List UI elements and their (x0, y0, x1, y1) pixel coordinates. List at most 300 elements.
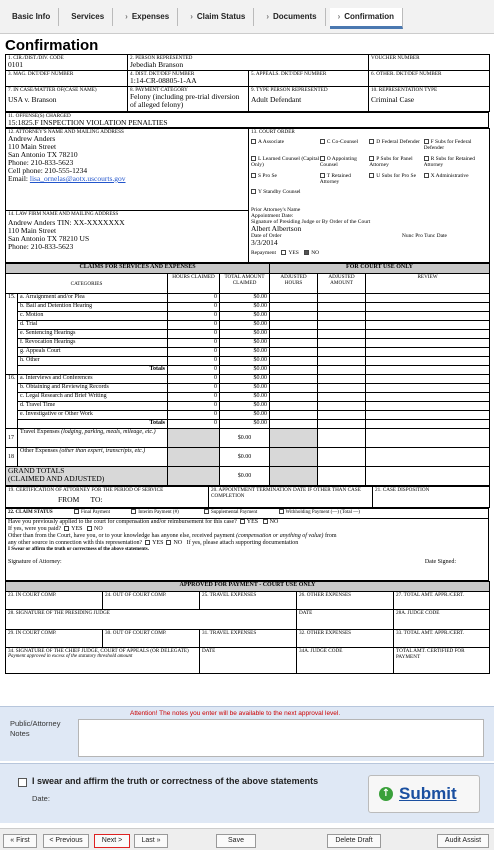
representation-type-cell (369, 87, 490, 112)
cja-voucher-form (5, 38, 489, 674)
court-order-option-u-label: U Subs for Pro Se (376, 173, 417, 179)
grand-adj-hours-disabled (270, 467, 318, 486)
attorney-email-prefix: Email: (8, 174, 30, 183)
hours-claimed: 0 (168, 321, 220, 330)
table-row: c. Motion (18, 312, 168, 321)
notes-textarea[interactable] (78, 719, 484, 757)
court-order-option-t (320, 173, 370, 189)
court-use-band: FOR COURT USE ONLY (270, 264, 490, 274)
checkbox-icon (251, 139, 256, 144)
other-expenses-note: (other than expert, transcripts, etc.) (59, 448, 146, 454)
attorney-street: 110 Main Street (8, 142, 57, 151)
travel-expenses-label: Travel Expenses (20, 429, 60, 435)
checkbox-icon (166, 540, 171, 545)
payment-category-cell (128, 87, 249, 112)
case-disposition-cell (373, 487, 490, 508)
answer-no: NO (173, 540, 183, 546)
court-order-option-p-label: P Subs for Panel Attorney (369, 156, 413, 168)
adjusted-hours (270, 366, 318, 375)
court-order-option-d-label: D Federal Defender (376, 139, 420, 145)
review (366, 375, 490, 384)
adjusted-amount (318, 393, 366, 402)
judge-code-label: 28A. JUDGE CODE (396, 610, 440, 616)
hours-claimed: 0 (168, 384, 220, 393)
tab-confirmation-label: Confirmation (344, 12, 395, 21)
attorney-name: Andrew Anders (8, 134, 56, 143)
approved-cell (103, 630, 200, 648)
hours-claimed: 0 (168, 411, 220, 420)
amount-claimed: $0.00 (220, 312, 270, 321)
hours-claimed: 0 (168, 357, 220, 366)
tab-claim-status[interactable] (182, 8, 254, 26)
attorney-label: 12. ATTORNEY'S NAME AND MAILING ADDRESS (8, 129, 124, 135)
case-name-label: 7. IN CASE/MATTER OF(CASE NAME) (8, 87, 97, 93)
signature-judge-label: Signature of Presiding Judge or By Order of the Court (251, 219, 371, 225)
categories-header-label: CATEGORIES (70, 280, 103, 287)
table-row: e. Sentencing Hearings (18, 330, 168, 339)
law-firm-phone: Phone: 210-833-5623 (8, 242, 74, 251)
adjusted-amount (318, 402, 366, 411)
grand-totals-label: GRAND TOTALS (8, 466, 65, 475)
tab-documents[interactable] (258, 8, 325, 26)
approved-cell (394, 610, 490, 630)
in-court-total-hours: 0 (168, 366, 220, 375)
review (366, 348, 490, 357)
other-dkt-cell (369, 71, 490, 87)
checkbox-icon (87, 526, 92, 531)
submit-button[interactable] (368, 775, 480, 813)
repayment-no: NO (311, 250, 320, 256)
court-order-option-y-label: Y Standby Counsel (258, 189, 301, 195)
checkbox-icon (320, 156, 325, 161)
out-court-total-hours: 0 (168, 420, 220, 429)
claim-status-withholding: Withholding Payment (—) (Total —) (285, 510, 360, 515)
previous-button[interactable]: < Previous (43, 834, 89, 848)
attorney-email-link[interactable]: lisa_ornelas@aotx.uscourts.gov (29, 174, 126, 183)
review (366, 402, 490, 411)
tab-services[interactable]: Services (63, 8, 113, 26)
adjusted-hours-header-label: ADJUSTED HOURS (280, 274, 307, 286)
person-represented-label: 2. PERSON REPRESENTED (130, 55, 193, 61)
table-row: h. Other (18, 357, 168, 366)
court-order-option-r-label: R Subs for Retained Attorney (423, 156, 476, 168)
court-order-options (251, 139, 487, 201)
checkbox-icon (251, 173, 256, 178)
approved-cell (6, 630, 103, 648)
approved-cell (297, 648, 394, 674)
approved-cell (394, 648, 490, 674)
travel-adj-hours-disabled (270, 429, 318, 448)
claim-status-supplemental: Supplemental Payment (211, 510, 258, 515)
approved-cell (394, 630, 490, 648)
law-firm-name: Andrew Anders TIN: XX-XXXXXXX (8, 218, 125, 227)
case-name-value: USA v. Branson (8, 95, 57, 104)
grand-totals-cell (6, 467, 168, 486)
adjusted-amount (318, 420, 366, 429)
chevron-right-icon: › (266, 12, 269, 21)
review (366, 384, 490, 393)
review (366, 448, 490, 467)
answer-no: NO (94, 526, 103, 532)
court-order-option-s-label: S Pro Se (258, 173, 277, 179)
checkbox-icon (424, 139, 429, 144)
tab-expenses-label: Expenses (131, 12, 170, 21)
checkbox-checked-icon (304, 250, 309, 255)
next-button[interactable]: Next > (94, 834, 130, 848)
cir-code-value: 0101 (8, 60, 23, 69)
amount-claimed: $0.00 (220, 357, 270, 366)
date-of-order-label: Date of Order (251, 233, 282, 239)
court-order-option-t-label: T Retained Attorney (319, 173, 351, 185)
court-order-option-f (424, 139, 487, 156)
chevron-right-icon: › (125, 12, 128, 21)
out-court-comp-label: 24. OUT OF COURT COMP. (105, 592, 167, 598)
court-order-option-x (424, 173, 487, 189)
claim-questions-cell (6, 519, 489, 581)
attorney-cell (6, 129, 249, 211)
question-paid (8, 526, 486, 533)
chief-judge-signature-label: 34. SIGNATURE OF THE CHIEF JUDGE, COURT OF APPEALS (OR DELEGATE) (8, 648, 189, 654)
other-expenses-2-label: 32. OTHER EXPENSES (299, 630, 352, 636)
affirm-date-label: Date: (32, 794, 50, 803)
table-row: d. Travel Time (18, 402, 168, 411)
certification-table (5, 486, 490, 508)
amount-claimed: $0.00 (220, 294, 270, 303)
court-order-option-o (320, 156, 370, 173)
court-order-option-o-label: O Appointing Counsel (319, 156, 357, 168)
travel-expenses-note: (lodging, parking, meals, mileage, etc.) (61, 429, 156, 435)
in-court-number: 15. (6, 294, 18, 375)
question-previous-applied-text: Have you previously applied to the court for compensation and/or reimbursement for this case? (8, 519, 237, 525)
repayment-label: Repayment (251, 250, 277, 256)
certification-label: 19. CERTIFICATION OF ATTORNEY FOR THE PERIOD OF SERVICE (8, 487, 164, 493)
table-row: f. Revocation Hearings (18, 339, 168, 348)
adjusted-amount (318, 348, 366, 357)
question-other-payment-from: from (324, 533, 337, 539)
signature-row (8, 559, 486, 566)
approved-cell (200, 592, 297, 610)
table-row: c. Legal Research and Brief Writing (18, 393, 168, 402)
case-name-cell (6, 87, 128, 112)
adjusted-hours (270, 375, 318, 384)
court-order-option-l (251, 156, 320, 173)
review (366, 321, 490, 330)
question-other-payment-note: (compensation or anything of value) (236, 533, 324, 539)
question-other-source (8, 540, 486, 547)
attorney-cell-phone: Cell phone: 210-555-1234 (8, 166, 88, 175)
certification-cell (6, 487, 209, 508)
type-person-label: 9. TYPE PERSON REPRESENTED (251, 87, 328, 93)
appointment-date-label: Appointment Date: (251, 213, 294, 219)
offense-label: 11. OFFENSE(S) CHARGED (8, 113, 71, 119)
total-claimed-header-label: TOTAL AMOUNT CLAIMED (224, 274, 265, 286)
review (366, 357, 490, 366)
hours-claimed: 0 (168, 402, 220, 411)
adjusted-amount (318, 429, 366, 448)
type-person-value: Adult Defendant (251, 95, 302, 104)
adjusted-amount (318, 339, 366, 348)
question-other-payment (8, 533, 486, 540)
adjusted-amount-header (318, 274, 366, 294)
law-firm-cell (6, 211, 249, 263)
date-label: DATE (299, 610, 313, 616)
claim-status-label: 22. CLAIM STATUS (8, 510, 53, 515)
other-number: 18 (6, 448, 18, 467)
court-order-option-r (424, 156, 487, 173)
table-row: b. Obtaining and Reviewing Records (18, 384, 168, 393)
header-fields-table (5, 54, 490, 112)
mag-dkt-cell (6, 71, 128, 87)
review (366, 339, 490, 348)
question-other-source-text: any other source in connection with this representation? (8, 540, 143, 546)
adjusted-amount (318, 330, 366, 339)
adjusted-hours (270, 384, 318, 393)
court-order-option-u (369, 173, 423, 189)
travel-number: 17 (6, 429, 18, 448)
review (366, 303, 490, 312)
amount-claimed: $0.00 (220, 330, 270, 339)
affirm-checkbox[interactable] (18, 778, 27, 787)
presiding-judge-signature-label: 28. SIGNATURE OF THE PRESIDING JUDGE (8, 610, 110, 616)
voucher-number-cell (369, 55, 490, 71)
claims-table (5, 263, 490, 486)
answer-no: NO (269, 519, 279, 525)
out-court-totals-label: Totals (18, 420, 168, 429)
other-dkt-label: 6. OTHER. DKT/DEF NUMBER (371, 71, 442, 77)
approved-cell (103, 592, 200, 610)
law-firm-label: 14. LAW FIRM NAME AND MAILING ADDRESS (8, 211, 119, 217)
adjusted-amount (318, 411, 366, 420)
court-order-option-a (251, 139, 320, 156)
checkbox-icon (279, 509, 284, 514)
tab-expenses[interactable] (117, 8, 178, 26)
hours-claimed: 0 (168, 312, 220, 321)
hours-claimed: 0 (168, 348, 220, 357)
notes-label: Public/Attorney Notes (10, 719, 61, 738)
review (366, 420, 490, 429)
other-adj-hours-disabled (270, 448, 318, 467)
termination-date-label: 20. APPOINTMENT TERMINATION DATE IF OTHER THAN CASE COMPLETION (211, 487, 361, 499)
last-button[interactable]: Last » (134, 834, 168, 848)
repayment-row (251, 250, 487, 256)
judge-name: Albert Albertson (251, 224, 302, 233)
in-court-comp-2-label: 29. IN COURT COMP. (8, 630, 57, 636)
amount-claimed: $0.00 (220, 348, 270, 357)
question-attach-note: If yes, please attach supporting documentation (186, 540, 299, 546)
review (366, 312, 490, 321)
review (366, 411, 490, 420)
approved-cell (297, 610, 394, 630)
prior-attorney-block (251, 207, 487, 256)
total-amt-label: 27. TOTAL AMT. APPR./CERT. (396, 592, 465, 598)
approved-payment-table (5, 581, 490, 674)
question-previous-applied (8, 519, 486, 526)
review-header-label: REVIEW (417, 274, 438, 280)
delete-draft-button[interactable]: Delete Draft (327, 834, 381, 848)
question-paid-text: If yes, were you paid? (8, 526, 62, 532)
person-represented-value: Jebediah Branson (130, 60, 184, 69)
submit-label: Submit (399, 784, 457, 803)
other-expenses-cell (18, 448, 168, 467)
affirm-section (0, 763, 494, 823)
amount-claimed: $0.00 (220, 375, 270, 384)
court-order-option-l-label: L Learned Counsel (Capital Only) (251, 156, 320, 168)
checkbox-icon (369, 156, 374, 161)
hours-claimed: 0 (168, 294, 220, 303)
offense-cell (6, 113, 489, 128)
review (366, 330, 490, 339)
tab-claim-status-label: Claim Status (196, 12, 246, 21)
checkbox-icon (251, 189, 256, 194)
categories-header (6, 274, 168, 294)
in-court-comp-label: 23. IN COURT COMP. (8, 592, 57, 598)
court-order-option-x-label: X Administrative (430, 173, 469, 179)
travel-amount: $0.00 (220, 429, 270, 448)
travel-hours-disabled (168, 429, 220, 448)
chevron-right-icon: › (337, 12, 341, 21)
certification-period (58, 496, 206, 504)
hours-claimed-header-label: HOURS CLAIMED (172, 274, 215, 280)
travel-expenses-2-label: 31. TRAVEL EXPENSES (202, 630, 257, 636)
adjusted-hours (270, 402, 318, 411)
amount-claimed: $0.00 (220, 339, 270, 348)
person-represented-cell (128, 55, 369, 71)
appeals-dkt-cell (249, 71, 369, 87)
in-court-total-amount: $0.00 (220, 366, 270, 375)
dist-dkt-label: 4. DIST. DKT/DEF NUMBER (130, 71, 195, 77)
in-court-totals-label: Totals (18, 366, 168, 375)
date-signed-label: Date Signed: (424, 559, 456, 565)
adjusted-amount (318, 294, 366, 303)
signature-attorney-label: Signature of Attorney: (8, 559, 62, 565)
adjusted-amount (318, 366, 366, 375)
approved-cell (297, 630, 394, 648)
attorney-email-line (8, 175, 246, 183)
tab-basic-info[interactable]: Basic Info (4, 8, 59, 26)
grand-totals-sublabel: (CLAIMED AND ADJUSTED) (8, 474, 105, 483)
cir-code-label: 1. CIR./DIST./DIV. CODE (8, 55, 64, 61)
approved-cell (297, 592, 394, 610)
claim-status-cell (6, 509, 489, 519)
adjusted-amount (318, 303, 366, 312)
amount-claimed: $0.00 (220, 303, 270, 312)
approved-cell (200, 630, 297, 648)
question-other-payment-text: Other than from the Court, have you, or to your knowledge has anyone else, received payment (8, 533, 235, 539)
table-row: a. Interviews and Conferences (18, 375, 168, 384)
checkbox-icon (74, 509, 79, 514)
adjusted-hours (270, 303, 318, 312)
adjusted-hours (270, 312, 318, 321)
out-court-total-amount: $0.00 (220, 420, 270, 429)
amount-claimed: $0.00 (220, 411, 270, 420)
tab-documents-label: Documents (273, 12, 317, 21)
affirm-label: I swear and affirm the truth or correctness of the above statements (32, 776, 319, 786)
tab-bar (0, 0, 494, 34)
bottom-nav-bar (0, 828, 494, 850)
first-button[interactable]: « First (3, 834, 37, 848)
checkbox-icon (64, 526, 69, 531)
termination-date-cell (209, 487, 373, 508)
checkbox-icon (263, 519, 268, 524)
hours-claimed: 0 (168, 330, 220, 339)
checkbox-icon (424, 173, 429, 178)
court-order-option-c (320, 139, 370, 156)
claim-status-table (5, 508, 489, 581)
adjusted-amount (318, 375, 366, 384)
prior-attorney-label: Prior Attorney's Name (251, 207, 301, 213)
save-button[interactable]: Save (216, 834, 256, 848)
notes-section (0, 706, 494, 761)
nunc-pro-tunc-label: Nunc Pro Tunc Date (401, 233, 447, 239)
amount-claimed: $0.00 (220, 402, 270, 411)
adjusted-amount (318, 357, 366, 366)
payment-category-label: 8. PAYMENT CATEGORY (130, 87, 188, 93)
adjusted-hours (270, 420, 318, 429)
table-row: e. Investigative or Other Work (18, 411, 168, 420)
total-certified-label: TOTAL AMT. CERTIFIED FOR PAYMENT (396, 648, 465, 660)
approved-cell (6, 610, 297, 630)
repayment-yes: YES (288, 250, 299, 256)
other-expenses-approved-label: 26. OTHER EXPENSES (299, 592, 352, 598)
certification-from: FROM (58, 495, 80, 504)
certification-to: TO: (90, 495, 103, 504)
adjusted-hours (270, 321, 318, 330)
checkbox-icon (240, 519, 245, 524)
out-court-comp-2-label: 30. OUT OF COURT COMP. (105, 630, 167, 636)
review (366, 294, 490, 303)
approved-cell (6, 648, 200, 674)
travel-expenses-approved-label: 25. TRAVEL EXPENSES (202, 592, 257, 598)
other-hours-disabled (168, 448, 220, 467)
approved-cell (394, 592, 490, 610)
checkbox-icon (320, 173, 325, 178)
checkbox-icon (369, 173, 374, 178)
adjusted-hours (270, 339, 318, 348)
court-order-option-p (369, 156, 423, 173)
hours-claimed: 0 (168, 339, 220, 348)
date-2-label: DATE (202, 648, 216, 654)
hours-claimed: 0 (168, 303, 220, 312)
checkbox-icon (369, 139, 374, 144)
checkbox-icon (204, 509, 209, 514)
judge-code-2-label: 34A. JUDGE CODE (299, 648, 343, 654)
offense-table (5, 112, 489, 128)
adjusted-hours (270, 357, 318, 366)
mag-dkt-label: 3. MAG. DKT/DEF NUMBER (8, 71, 74, 77)
adjusted-hours-header (270, 274, 318, 294)
claim-status-interim: Interim Payment (#) (138, 510, 179, 515)
checkbox-icon (251, 156, 256, 161)
answer-yes: YES (71, 526, 83, 532)
amount-claimed: $0.00 (220, 384, 270, 393)
tab-confirmation[interactable] (330, 8, 403, 29)
swear-statement: I Swear or affirm the truth or correctness of the above statements. (8, 547, 149, 552)
notes-warning: Attention! The notes you enter will be available to the next approval level. (130, 710, 341, 717)
hours-claimed: 0 (168, 393, 220, 402)
total-claimed-header (220, 274, 270, 294)
adjusted-amount (318, 384, 366, 393)
checkbox-icon (145, 540, 150, 545)
dist-dkt-value: 1:14-CR-08805-1-AA (130, 76, 197, 85)
chief-judge-note: Payment approved in excess of the statutory threshold amount (8, 654, 133, 659)
law-firm-city: San Antonio TX 78210 US (8, 234, 90, 243)
travel-expenses-cell (18, 429, 168, 448)
audit-assist-button[interactable]: Audit Assist (437, 834, 489, 848)
appeals-dkt-label: 5. APPEALS. DKT/DEF NUMBER (251, 71, 327, 77)
amount-claimed: $0.00 (220, 393, 270, 402)
law-firm-street: 110 Main Street (8, 226, 57, 235)
approved-cell (6, 592, 103, 610)
